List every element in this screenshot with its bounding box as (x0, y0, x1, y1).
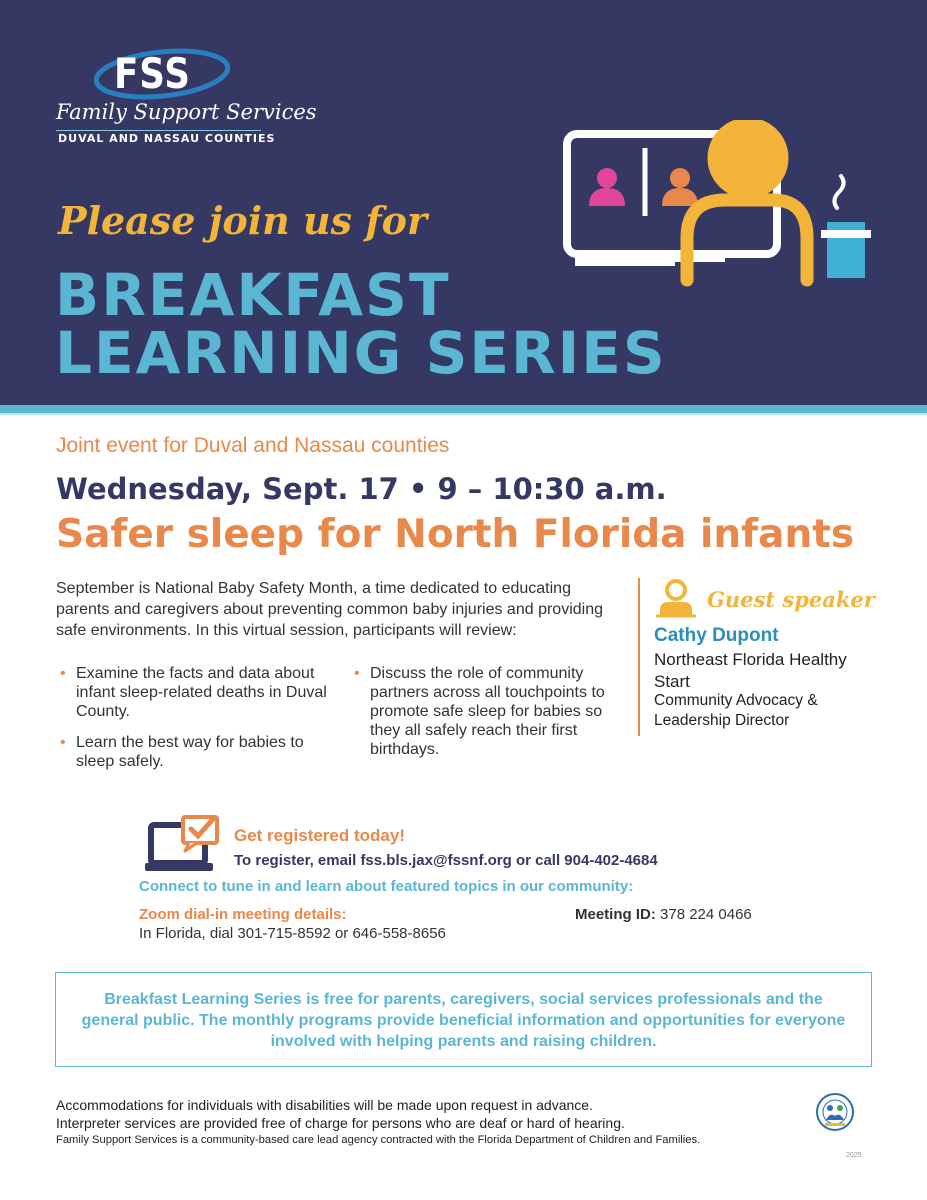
speaker-title: Community Advocacy & Leadership Director (654, 692, 818, 729)
title-line-1: BREAKFAST (55, 261, 451, 329)
title-line-2: LEARNING SERIES (55, 319, 667, 387)
list-item: • Discuss the role of community partners across all touchpoints to promote safe sleep for babies so they all safely reach their first birthdays. (352, 664, 622, 759)
event-datetime: Wednesday, Sept. 17 • 9 – 10:30 a.m. (56, 472, 667, 506)
footer-year: 2025 (846, 1152, 862, 1159)
meeting-id (575, 906, 752, 923)
zoom-dial-numbers: In Florida, dial 301-715-8592 or 646-558-8656 (139, 925, 446, 942)
logo-divider (56, 130, 261, 131)
dcf-seal-icon (815, 1092, 855, 1132)
person-icon (655, 578, 697, 618)
meeting-id-label: Meeting ID: (575, 906, 656, 923)
footer-agency: Family Support Services is a community-based care lead agency contracted with the Florida Department of Children and Families. (56, 1134, 701, 1146)
invite-script: Please join us for (58, 198, 427, 243)
speaker-organization: Northeast Florida Healthy Start (654, 650, 847, 691)
laptop-checkmark-icon (145, 815, 225, 877)
register-contact: To register, email fss.bls.jax@fssnf.org or call 904-402-4684 (234, 852, 658, 869)
logo-name: Family Support Services (56, 100, 317, 124)
bullet-list-right (352, 664, 622, 771)
connect-line: Connect to tune in and learn about featured topics in our community: (139, 878, 634, 895)
header-stripe-light (0, 413, 927, 415)
list-item: • Learn the best way for babies to sleep safely. (58, 733, 338, 771)
fss-logo (52, 44, 317, 154)
header-banner (0, 0, 927, 405)
footer-interpreter: Interpreter services are provided free of charge for persons who are deaf or hard of hearing. (56, 1115, 625, 1131)
register-heading: Get registered today! (234, 826, 405, 845)
meeting-id-value: 378 224 0466 (660, 906, 752, 923)
footer-accommodations: Accommodations for individuals with disabilities will be made upon request in advance. (56, 1097, 593, 1113)
event-topic: Safer sleep for North Florida infants (56, 512, 855, 557)
event-intro: September is National Baby Safety Month, a time dedicated to educating parents and caregivers about preventing common baby injuries and providing safe environments. In this virtual session, participants will review: (56, 580, 603, 639)
header-stripe (0, 405, 927, 413)
free-note-box: Breakfast Learning Series is free for parents, caregivers, social services professionals and the general public. The monthly programs provide beneficial information and opportunities for everyone involved with helping parents and raising children. (55, 972, 872, 1067)
list-item: • Examine the facts and data about infant sleep-related deaths in Duval County. (58, 664, 338, 721)
video-call-illustration-icon (555, 120, 885, 390)
logo-counties: DUVAL AND NASSAU COUNTIES (58, 132, 276, 145)
zoom-heading: Zoom dial-in meeting details: (139, 906, 347, 923)
speaker-name: Cathy Dupont (654, 625, 779, 646)
guest-speaker-label: Guest speaker (707, 587, 875, 612)
speaker-divider (638, 578, 640, 736)
logo-mark: FSS (114, 49, 191, 98)
bullet-list-left (58, 664, 338, 783)
joint-event-line: Joint event for Duval and Nassau counties (56, 434, 450, 457)
